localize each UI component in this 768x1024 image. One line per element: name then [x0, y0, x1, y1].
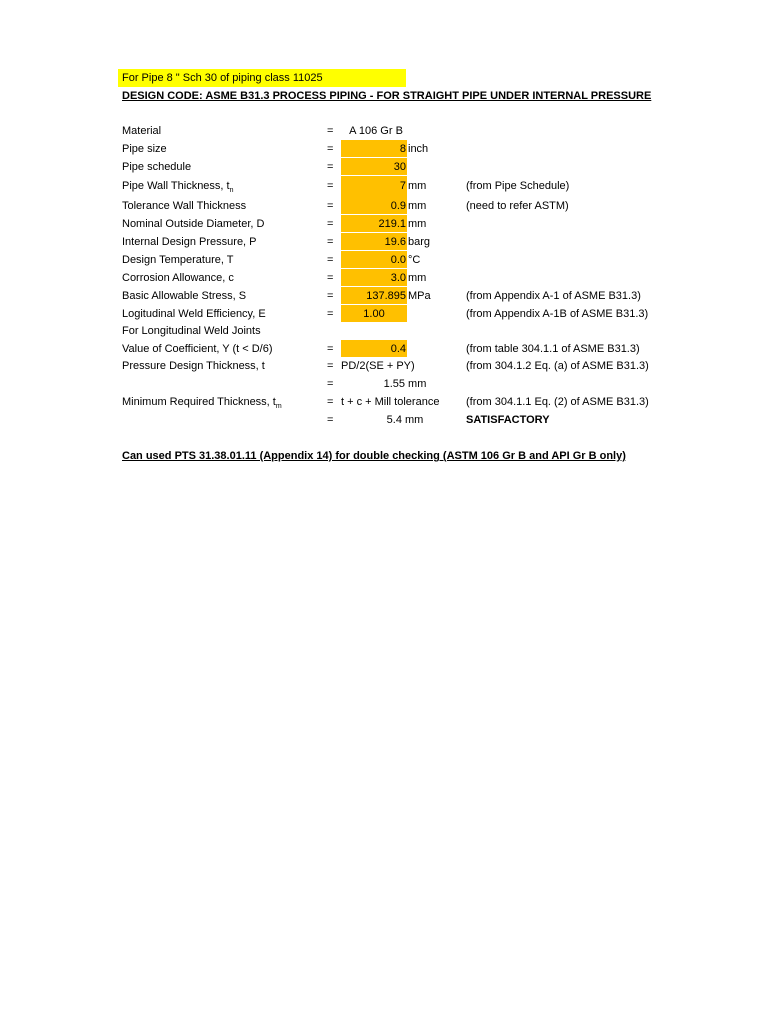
- status-satisfactory: SATISFACTORY: [466, 414, 550, 426]
- corrosion-value: 3.0: [390, 272, 406, 284]
- coefficient-value: 0.4: [390, 343, 406, 355]
- allowable-stress-value: 137.895: [366, 290, 406, 302]
- pipe-schedule-label: Pipe schedule: [122, 161, 192, 173]
- tolerance-reference: (need to refer ASTM): [466, 200, 569, 212]
- equals-sign: =: [327, 236, 334, 248]
- equals-sign: =: [327, 218, 334, 230]
- pipe-size-unit: inch: [408, 143, 429, 155]
- allowable-stress-unit: MPa: [408, 290, 431, 302]
- coefficient-reference: (from table 304.1.1 of ASME B31.3): [466, 343, 640, 355]
- tolerance-unit: mm: [408, 200, 427, 212]
- pipe-schedule-value: 30: [393, 161, 406, 173]
- pipe-size-value: 8: [399, 143, 406, 155]
- pressure-thickness-result: 1.55 mm: [383, 378, 427, 390]
- equals-sign: =: [327, 143, 334, 155]
- pressure-thickness-reference: (from 304.1.2 Eq. (a) of ASME B31.3): [466, 360, 649, 372]
- equals-sign: =: [327, 343, 334, 355]
- equals-sign: =: [327, 378, 334, 390]
- tolerance-label: Tolerance Wall Thickness: [122, 200, 247, 212]
- design-pressure-value: 19.6: [384, 236, 406, 248]
- tolerance-value: 0.9: [390, 200, 406, 212]
- allowable-stress-reference: (from Appendix A-1 of ASME B31.3): [466, 290, 641, 302]
- outside-diameter-label: Nominal Outside Diameter, D: [122, 218, 265, 230]
- equals-sign: =: [327, 360, 334, 372]
- footer-note: Can used PTS 31.38.01.11 (Appendix 14) for double checking (ASTM 106 Gr B and API Gr B only): [122, 450, 626, 462]
- weld-efficiency-value: 1.00: [363, 308, 385, 320]
- allowable-stress-label: Basic Allowable Stress, S: [122, 290, 247, 302]
- weld-joints-label: For Longitudinal Weld Joints: [122, 325, 261, 337]
- design-temperature-unit: °C: [408, 254, 421, 266]
- design-temperature-label: Design Temperature, T: [122, 254, 234, 266]
- min-thickness-formula: t + c + Mill tolerance: [341, 396, 440, 408]
- equals-sign: =: [327, 414, 334, 426]
- equals-sign: =: [327, 200, 334, 212]
- material-value: A 106 Gr B: [349, 125, 403, 137]
- equals-sign: =: [327, 272, 334, 284]
- outside-diameter-unit: mm: [408, 218, 427, 230]
- pressure-thickness-formula: PD/2(SE + PY): [341, 360, 415, 372]
- design-pressure-label: Internal Design Pressure, P: [122, 236, 257, 248]
- corrosion-label: Corrosion Allowance, c: [122, 272, 234, 284]
- equals-sign: =: [327, 125, 334, 137]
- equals-sign: =: [327, 290, 334, 302]
- weld-efficiency-reference: (from Appendix A-1B of ASME B31.3): [466, 308, 649, 320]
- weld-efficiency-label: Logitudinal Weld Efficiency, E: [122, 308, 266, 320]
- design-temperature-value: 0.0: [390, 254, 406, 266]
- coefficient-label: Value of Coefficient, Y (t < D/6): [122, 343, 273, 355]
- design-pressure-unit: barg: [408, 236, 431, 248]
- equals-sign: =: [327, 308, 334, 320]
- min-thickness-result: 5.4 mm: [386, 414, 424, 426]
- pipe-size-label: Pipe size: [122, 143, 167, 155]
- wall-thickness-label: Pipe Wall Thickness, $t_n$: [122, 180, 234, 194]
- min-thickness-reference: (from 304.1.1 Eq. (2) of ASME B31.3): [466, 396, 649, 408]
- outside-diameter-value: 219.1: [378, 218, 406, 230]
- pressure-thickness-label: Pressure Design Thickness, t: [122, 360, 265, 372]
- material-label: Material: [122, 125, 162, 137]
- wall-thickness-reference: (from Pipe Schedule): [466, 180, 570, 192]
- corrosion-unit: mm: [408, 272, 427, 284]
- equals-sign: =: [327, 254, 334, 266]
- equals-sign: =: [327, 180, 334, 192]
- wall-thickness-unit: mm: [408, 180, 427, 192]
- equals-sign: =: [327, 161, 334, 173]
- design-code-heading: DESIGN CODE: ASME B31.3 PROCESS PIPING - FOR STRAIGHT PIPE UNDER INTERNAL PRESSURE: [122, 90, 652, 102]
- min-thickness-label: Minimum Required Thickness, $t_m$: [122, 396, 282, 410]
- wall-thickness-value: 7: [399, 180, 406, 192]
- equals-sign: =: [327, 396, 334, 408]
- page-title: For Pipe 8 " Sch 30 of piping class 11025: [122, 72, 323, 84]
